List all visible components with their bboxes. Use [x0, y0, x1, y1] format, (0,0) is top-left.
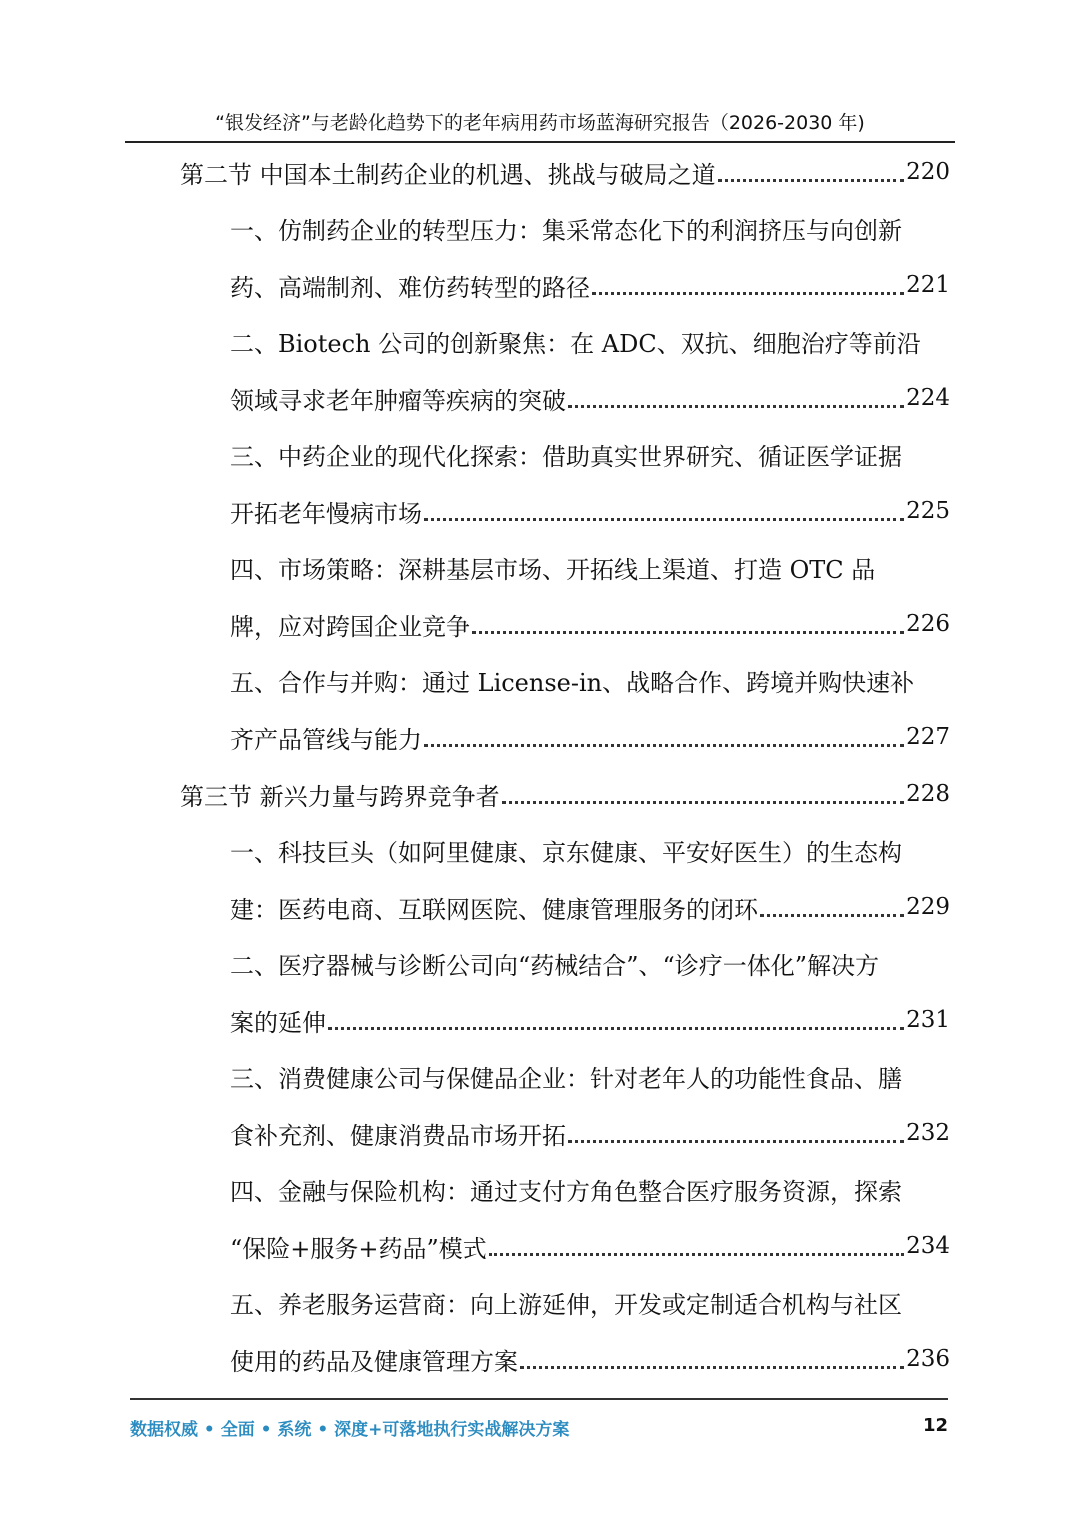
toc-entry-continuation[interactable] [230, 370, 950, 426]
toc-leader-dots [592, 291, 904, 295]
toc-entry-text: 二、医疗器械与诊断公司向“药械结合”、“诊疗一体化”解决方 [230, 951, 880, 980]
footer-page-number: 12 [922, 1415, 948, 1436]
toc-leader-dots [489, 1252, 904, 1256]
toc-entry-page: 221 [906, 272, 950, 298]
page-header-title: “银发经济”与老龄化趋势下的老年病用药市场蓝海研究报告（2026-2030 年) [215, 112, 865, 134]
toc-entry-text: 一、科技巨头（如阿里健康、京东健康、平安好医生）的生态构 [230, 838, 902, 867]
toc-entry[interactable] [230, 652, 950, 708]
toc-entry-text: 牌，应对跨国企业竞争 [230, 612, 470, 641]
toc-entry-page: 225 [906, 498, 950, 524]
toc-leader-dots [424, 517, 904, 521]
toc-entry[interactable] [180, 766, 950, 822]
toc-leader-dots [328, 1026, 904, 1030]
toc-entry[interactable] [230, 935, 950, 991]
toc-entry-text: “保险+服务+药品”模式 [230, 1234, 487, 1263]
toc-entry[interactable] [230, 822, 950, 878]
toc-entry[interactable] [180, 144, 950, 200]
toc-entry[interactable] [230, 1048, 950, 1104]
header-divider [125, 141, 955, 143]
toc-entry-continuation[interactable] [230, 1331, 950, 1387]
toc-entry-continuation[interactable] [230, 709, 950, 765]
toc-entry-text: 一、仿制药企业的转型压力：集采常态化下的利润挤压与向创新 [230, 216, 902, 245]
toc-entry-continuation[interactable] [230, 1218, 950, 1274]
toc-entry-page: 226 [906, 611, 950, 637]
toc-entry-continuation[interactable] [230, 483, 950, 539]
toc-entry-text: 第二节 中国本土制药企业的机遇、挑战与破局之道 [180, 160, 716, 189]
toc-entry-page: 231 [906, 1007, 950, 1033]
toc-leader-dots [472, 630, 904, 634]
toc-entry[interactable] [230, 313, 950, 369]
toc-entry-text: 建：医药电商、互联网医院、健康管理服务的闭环 [230, 895, 758, 924]
toc-entry-text: 二、Biotech 公司的创新聚焦：在 ADC、双抗、细胞治疗等前沿 [230, 329, 921, 358]
toc-leader-dots [424, 743, 904, 747]
toc-leader-dots [718, 178, 904, 182]
toc-entry[interactable] [230, 1161, 950, 1217]
toc-entry-continuation[interactable] [230, 879, 950, 935]
toc-entry-text: 案的延伸 [230, 1008, 326, 1037]
toc-entry-page: 228 [906, 781, 950, 807]
toc-entry-page: 220 [906, 159, 950, 185]
toc-entry-text: 食补充剂、健康消费品市场开拓 [230, 1121, 566, 1150]
toc-entry-page: 236 [906, 1346, 950, 1372]
toc-entry-text: 四、市场策略：深耕基层市场、开拓线上渠道、打造 OTC 品 [230, 555, 876, 584]
toc-entry[interactable] [230, 539, 950, 595]
toc-leader-dots [502, 800, 904, 804]
toc-entry-text: 齐产品管线与能力 [230, 725, 422, 754]
toc-entry-text: 三、消费健康公司与保健品企业：针对老年人的功能性食品、膳 [230, 1064, 902, 1093]
footer-slogan: 数据权威 • 全面 • 系统 • 深度+可落地执行实战解决方案 [130, 1420, 570, 1440]
toc-entry-page: 224 [906, 385, 950, 411]
toc-entry-text: 开拓老年慢病市场 [230, 499, 422, 528]
toc-entry[interactable] [230, 1274, 950, 1330]
toc-entry-page: 232 [906, 1120, 950, 1146]
toc-entry[interactable] [230, 200, 950, 256]
toc-entry-text: 四、金融与保险机构：通过支付方角色整合医疗服务资源，探索 [230, 1177, 902, 1206]
toc-entry-text: 药、高端制剂、难仿药转型的路径 [230, 273, 590, 302]
toc-entry-text: 五、合作与并购：通过 License-in、战略合作、跨境并购快速补 [230, 668, 915, 697]
footer-divider [130, 1398, 948, 1400]
toc-entry-page: 229 [906, 894, 950, 920]
toc-entry-continuation[interactable] [230, 257, 950, 313]
toc-entry-text: 领域寻求老年肿瘤等疾病的突破 [230, 386, 566, 415]
toc-entry-text: 五、养老服务运营商：向上游延伸，开发或定制适合机构与社区 [230, 1290, 902, 1319]
toc-entry-continuation[interactable] [230, 596, 950, 652]
toc-leader-dots [568, 404, 904, 408]
toc-leader-dots [568, 1139, 904, 1143]
toc-entry-page: 227 [906, 724, 950, 750]
toc-leader-dots [760, 913, 904, 917]
toc-entry-continuation[interactable] [230, 992, 950, 1048]
toc-entry-page: 234 [906, 1233, 950, 1259]
toc-entry-text: 第三节 新兴力量与跨界竞争者 [180, 782, 500, 811]
toc-entry-text: 使用的药品及健康管理方案 [230, 1347, 518, 1376]
toc-leader-dots [520, 1365, 904, 1369]
toc-entry[interactable] [230, 426, 950, 482]
toc-entry-continuation[interactable] [230, 1105, 950, 1161]
toc-entry-text: 三、中药企业的现代化探索：借助真实世界研究、循证医学证据 [230, 442, 902, 471]
